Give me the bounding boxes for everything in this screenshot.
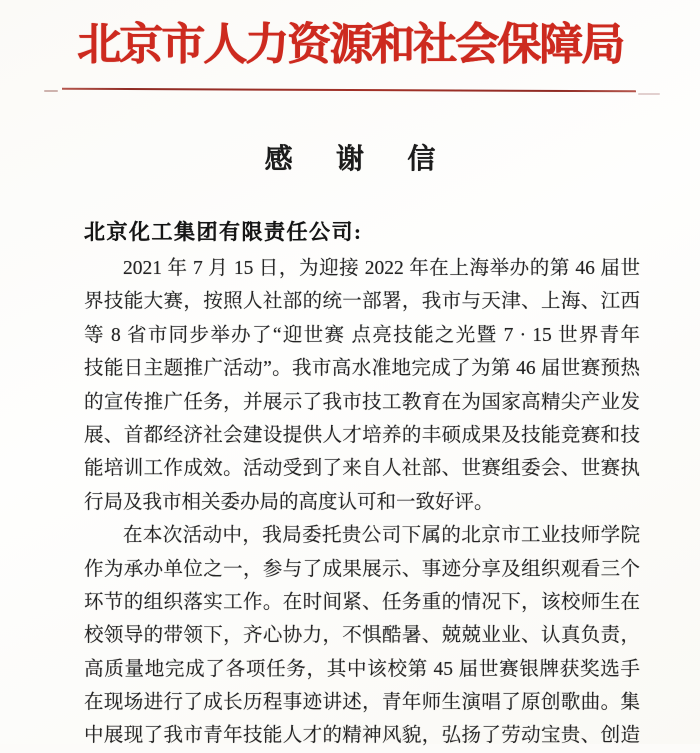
letter-body-line: 展、首都经济社会建设提供人才培养的丰硕成果及技能竞赛和技: [84, 424, 640, 446]
letter-body-line: 在本次活动中，我局委托贵公司下属的北京市工业技师学院: [123, 525, 640, 547]
letter-body-line: 中展现了我市青年技能人才的精神风貌，弘扬了劳动宝贵、创造: [84, 725, 640, 747]
letter-body: [84, 252, 640, 753]
letter-body-line: 等 8 省市同步举办了“迎世赛 点亮技能之光暨 7 · 15 世界青年: [84, 324, 640, 346]
letter-body-line: 的宣传推广任务，并展示了我市技工教育在为国家高精尖产业发: [84, 391, 640, 413]
letter-body-line: 技能日主题推广活动”。我市高水准地完成了为第 46 届世赛预热: [84, 358, 640, 380]
letter-salutation: 北京化工集团有限责任公司:: [84, 220, 363, 244]
scan-smudge-left: [44, 90, 58, 92]
letter-body-line: 作为承办单位之一，参与了成果展示、事迹分享及组织观看三个: [84, 558, 640, 580]
letter-body-line: 行局及我市相关委办局的高度认可和一致好评。: [84, 491, 494, 513]
letter-body-line: 界技能大赛，按照人社部的统一部署，我市与天津、上海、江西: [84, 291, 640, 313]
letter-title: 感 谢 信: [264, 144, 436, 175]
letterhead-org-name: 北京市人力资源和社会保障局: [77, 20, 623, 69]
letter-body-line: 校领导的带领下，齐心协力，不惧酷暑、兢兢业业、认真负责，: [84, 625, 640, 647]
scan-smudge-right: [638, 93, 660, 95]
letter-body-line: 能培训工作成效。活动受到了来自人社部、世赛组委会、世赛执: [84, 458, 640, 480]
letter-body-line: 高质量地完成了各项任务，其中该校第 45 届世赛银牌获奖选手: [84, 658, 640, 680]
letterhead-divider: [62, 88, 636, 93]
letter-body-line: 2021 年 7 月 15 日，为迎接 2022 年在上海举办的第 46 届世: [123, 258, 640, 279]
letter-body-line: 在现场进行了成长历程事迹讲述，青年师生演唱了原创歌曲。集: [84, 692, 640, 714]
letter-body-line: 环节的组织落实工作。在时间紧、任务重的情况下，该校师生在: [84, 591, 640, 613]
